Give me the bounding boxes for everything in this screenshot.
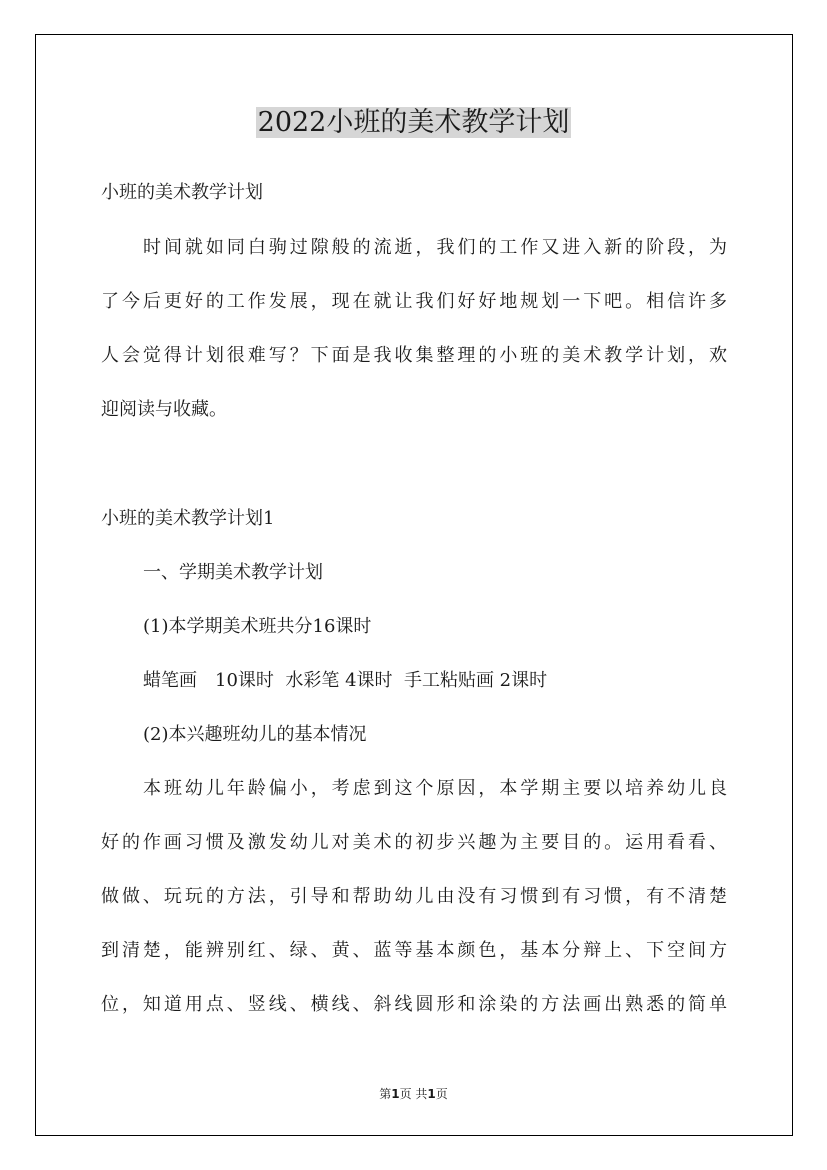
document-title	[0, 101, 827, 145]
lesson-breakdown: 蜡笔画 10课时 水彩笔 4课时 手工粘贴画 2课时	[143, 670, 548, 691]
body-line-5: 位，知道用点、竖线、横线、斜线圆形和涂染的方法画出熟悉的简单	[101, 994, 727, 1015]
section-heading: 小班的美术教学计划1	[101, 508, 275, 529]
item-lesson-count: (1)本学期美术班共分16课时	[143, 616, 372, 637]
footer-mid: 页 共	[399, 1087, 428, 1101]
body-line-3: 做做、玩玩的方法，引导和帮助幼儿由没有习惯到有习惯，有不清楚	[101, 886, 727, 907]
page-footer	[0, 1086, 827, 1102]
intro-line-4: 迎阅读与收藏。	[101, 399, 227, 420]
footer-suffix: 页	[435, 1087, 448, 1101]
document-subtitle: 小班的美术教学计划	[101, 182, 263, 203]
intro-line-2: 了今后更好的工作发展，现在就让我们好好地规划一下吧。相信许多	[101, 291, 727, 312]
footer-page-current: 1	[391, 1087, 400, 1101]
body-line-4: 到清楚，能辨别红、绿、黄、蓝等基本颜色，基本分辩上、下空间方	[101, 940, 727, 961]
heading-semester-plan: 一、学期美术教学计划	[143, 562, 323, 583]
intro-line-1: 时间就如同白驹过隙般的流逝，我们的工作又进入新的阶段，为	[143, 237, 727, 258]
body-line-1: 本班幼儿年龄偏小，考虑到这个原因，本学期主要以培养幼儿良	[143, 778, 727, 799]
intro-line-3: 人会觉得计划很难写？下面是我收集整理的小班的美术教学计划，欢	[101, 345, 727, 366]
document-title-text: 2022小班的美术教学计划	[257, 107, 570, 138]
item-class-situation: (2)本兴趣班幼儿的基本情况	[143, 724, 367, 745]
body-line-2: 好的作画习惯及激发幼儿对美术的初步兴趣为主要目的。运用看看、	[101, 832, 727, 853]
footer-page-total: 1	[427, 1087, 436, 1101]
footer-prefix: 第	[379, 1087, 392, 1101]
